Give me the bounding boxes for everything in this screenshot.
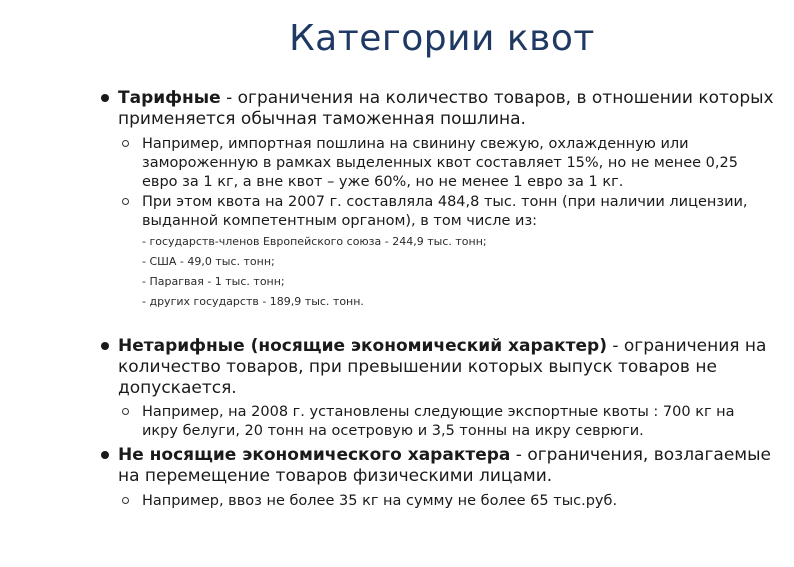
bullet-tariff [118, 88, 778, 130]
bullet-tariff-text: - ограничения на количество товаров, в отношении которых применяется обычная таможенная пошлина. [118, 88, 774, 129]
bullet-dot-icon [101, 451, 109, 459]
bullet-non-tariff-text: - ограничения на количество товаров, при превышении которых выпуск товаров не допускается. [118, 336, 767, 398]
bullet-dot-icon [101, 94, 109, 102]
sub-bullet-ring-icon [122, 198, 129, 205]
bullet-non-economic [118, 445, 778, 487]
sub-bullet-ring-icon [122, 140, 129, 147]
bullet-non-economic-text: - ограничения, возлагаемые на перемещение товаров физическими лицами. [118, 445, 771, 486]
bullet-non-economic-heading: Не носящие экономического характера [118, 445, 511, 465]
quota-item-others: - других государств - 189,9 тыс. тонн. [142, 295, 364, 308]
sub-bullet-tariff-quota [142, 193, 772, 231]
sub-bullet-non-tariff-example-text: Например, на 2008 г. установлены следующие экспортные квоты : 700 кг на икру белуги, 20 тонн на осетровую и 3,5 тонны на икру севрюги. [142, 404, 735, 439]
sub-bullet-tariff-quota-text: При этом квота на 2007 г. составляла 484,8 тыс. тонн (при наличии лицензии, выданной компетентным органом), в том числе из: [142, 194, 748, 229]
sub-bullet-tariff-example-text: Например, импортная пошлина на свинину свежую, охлажденную или замороженную в рамках выделенных квот составляет 15%, но не менее 0,25 евро за 1 кг, а вне квот – уже 60%, но не менее 1 евро за 1 кг. [142, 136, 738, 190]
quota-item-usa: - США - 49,0 тыс. тонн; [142, 255, 275, 268]
bullet-tariff-heading: Тарифные [118, 88, 221, 108]
sub-bullet-ring-icon [122, 497, 129, 504]
bullet-dot-icon [101, 342, 109, 350]
bullet-non-tariff [118, 336, 778, 399]
sub-bullet-non-economic-example [142, 492, 772, 511]
sub-bullet-non-economic-example-text: Например, ввоз не более 35 кг на сумму не более 65 тыс.руб. [142, 493, 618, 509]
sub-bullet-ring-icon [122, 408, 129, 415]
slide-title: Категории квот [289, 18, 595, 59]
quota-item-paraguay: - Парагвая - 1 тыс. тонн; [142, 275, 285, 288]
sub-bullet-non-tariff-example [142, 403, 772, 441]
quota-item-eu: - государств-членов Европейского союза - 244,9 тыс. тонн; [142, 235, 487, 248]
bullet-non-tariff-heading: Нетарифные (носящие экономический характер) [118, 336, 607, 356]
sub-bullet-tariff-example [142, 135, 772, 192]
